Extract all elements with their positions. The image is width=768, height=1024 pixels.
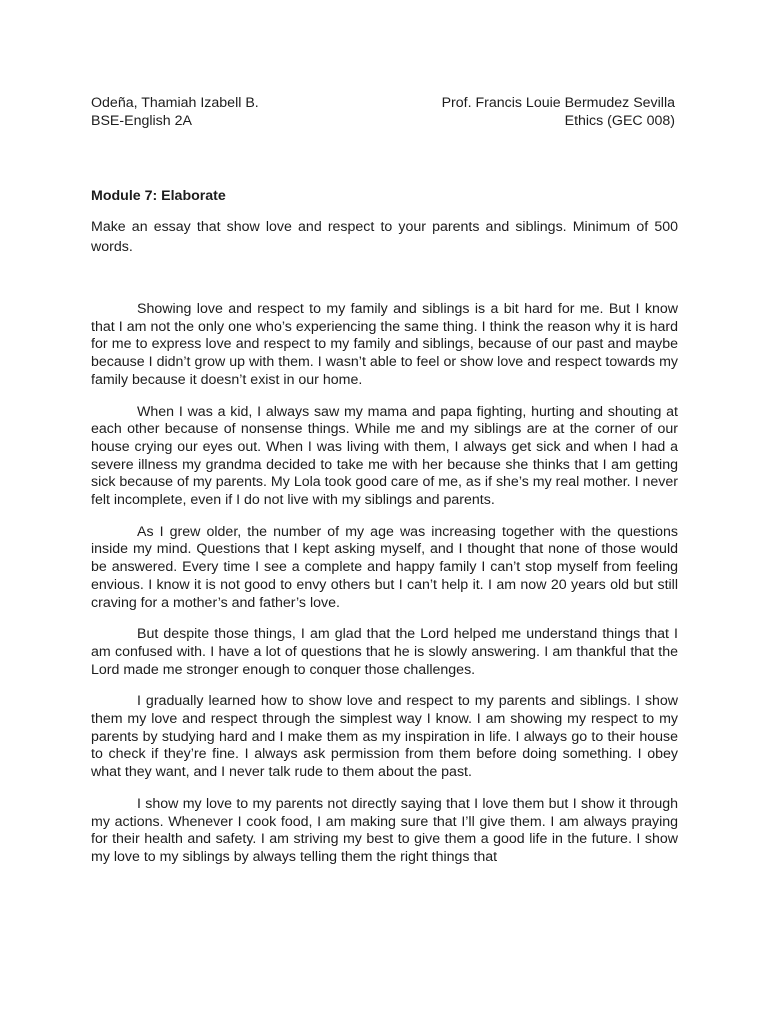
essay-paragraph: I gradually learned how to show love and respect to my parents and siblings. I show them my love and respect through the simplest way I know. I am showing my respect to my parents by studying hard and I make them as my inspiration in life. I always go to their house to check if they’re fine. I always ask permission from them before doing something. I obey what they want, and I never talk rude to them about the past.	[91, 693, 678, 781]
header-row-1	[91, 94, 675, 112]
essay-paragraph: I show my love to my parents not directly saying that I love them but I show it through my actions. Whenever I cook food, I am making sure that I’ll give them. I am always praying for their health and safety. I am striving my best to give them a good life in the future. I show my love to my siblings by always telling them the right things that	[91, 795, 678, 865]
essay-body	[91, 301, 678, 881]
essay-paragraph: Showing love and respect to my family and siblings is a bit hard for me. But I know that I am not the only one who’s experiencing the same thing. I think the reason why it is hard for me to express love and respect to my family and siblings, because of our past and maybe because I didn’t grow up with them. I wasn’t able to feel or show love and respect towards my family because it doesn’t exist in our home.	[91, 301, 678, 388]
student-name: Odeña, Thamiah Izabell B.	[91, 95, 259, 111]
essay-paragraph: But despite those things, I am glad that the Lord helped me understand things that I am confused with. I have a lot of questions that he is slowly answering. I am thankful that the Lord made me stronger enough to conquer those challenges.	[91, 626, 678, 678]
course-section: BSE-English 2A	[91, 113, 192, 129]
essay-prompt: Make an essay that show love and respect to your parents and siblings. Minimum of 500 words.	[91, 219, 678, 255]
essay-paragraph: As I grew older, the number of my age was increasing together with the questions inside my mind. Questions that I kept asking myself, and I thought that none of those would be answered. Every time I see a complete and happy family I can’t stop myself from feeling envious. I know it is not good to envy others but I can’t help it. I am now 20 years old but still craving for a mother’s and father’s love.	[91, 523, 678, 611]
essay-paragraph: When I was a kid, I always saw my mama and papa fighting, hurting and shouting at each other because of nonsense things. While me and my siblings are at the corner of our house crying our eyes out. When I was living with them, I always get sick and when I had a severe illness my grandma decided to take me with her because she thinks that I am getting sick because of my parents. My Lola took good care of me, as if she’s my real mother. I never felt incomplete, even if I do not live with my siblings and parents.	[91, 403, 678, 509]
module-title: Module 7: Elaborate	[91, 188, 226, 204]
subject-code: Ethics (GEC 008)	[564, 113, 675, 129]
header-row-2	[91, 112, 675, 130]
professor-name: Prof. Francis Louie Bermudez Sevilla	[441, 95, 675, 111]
